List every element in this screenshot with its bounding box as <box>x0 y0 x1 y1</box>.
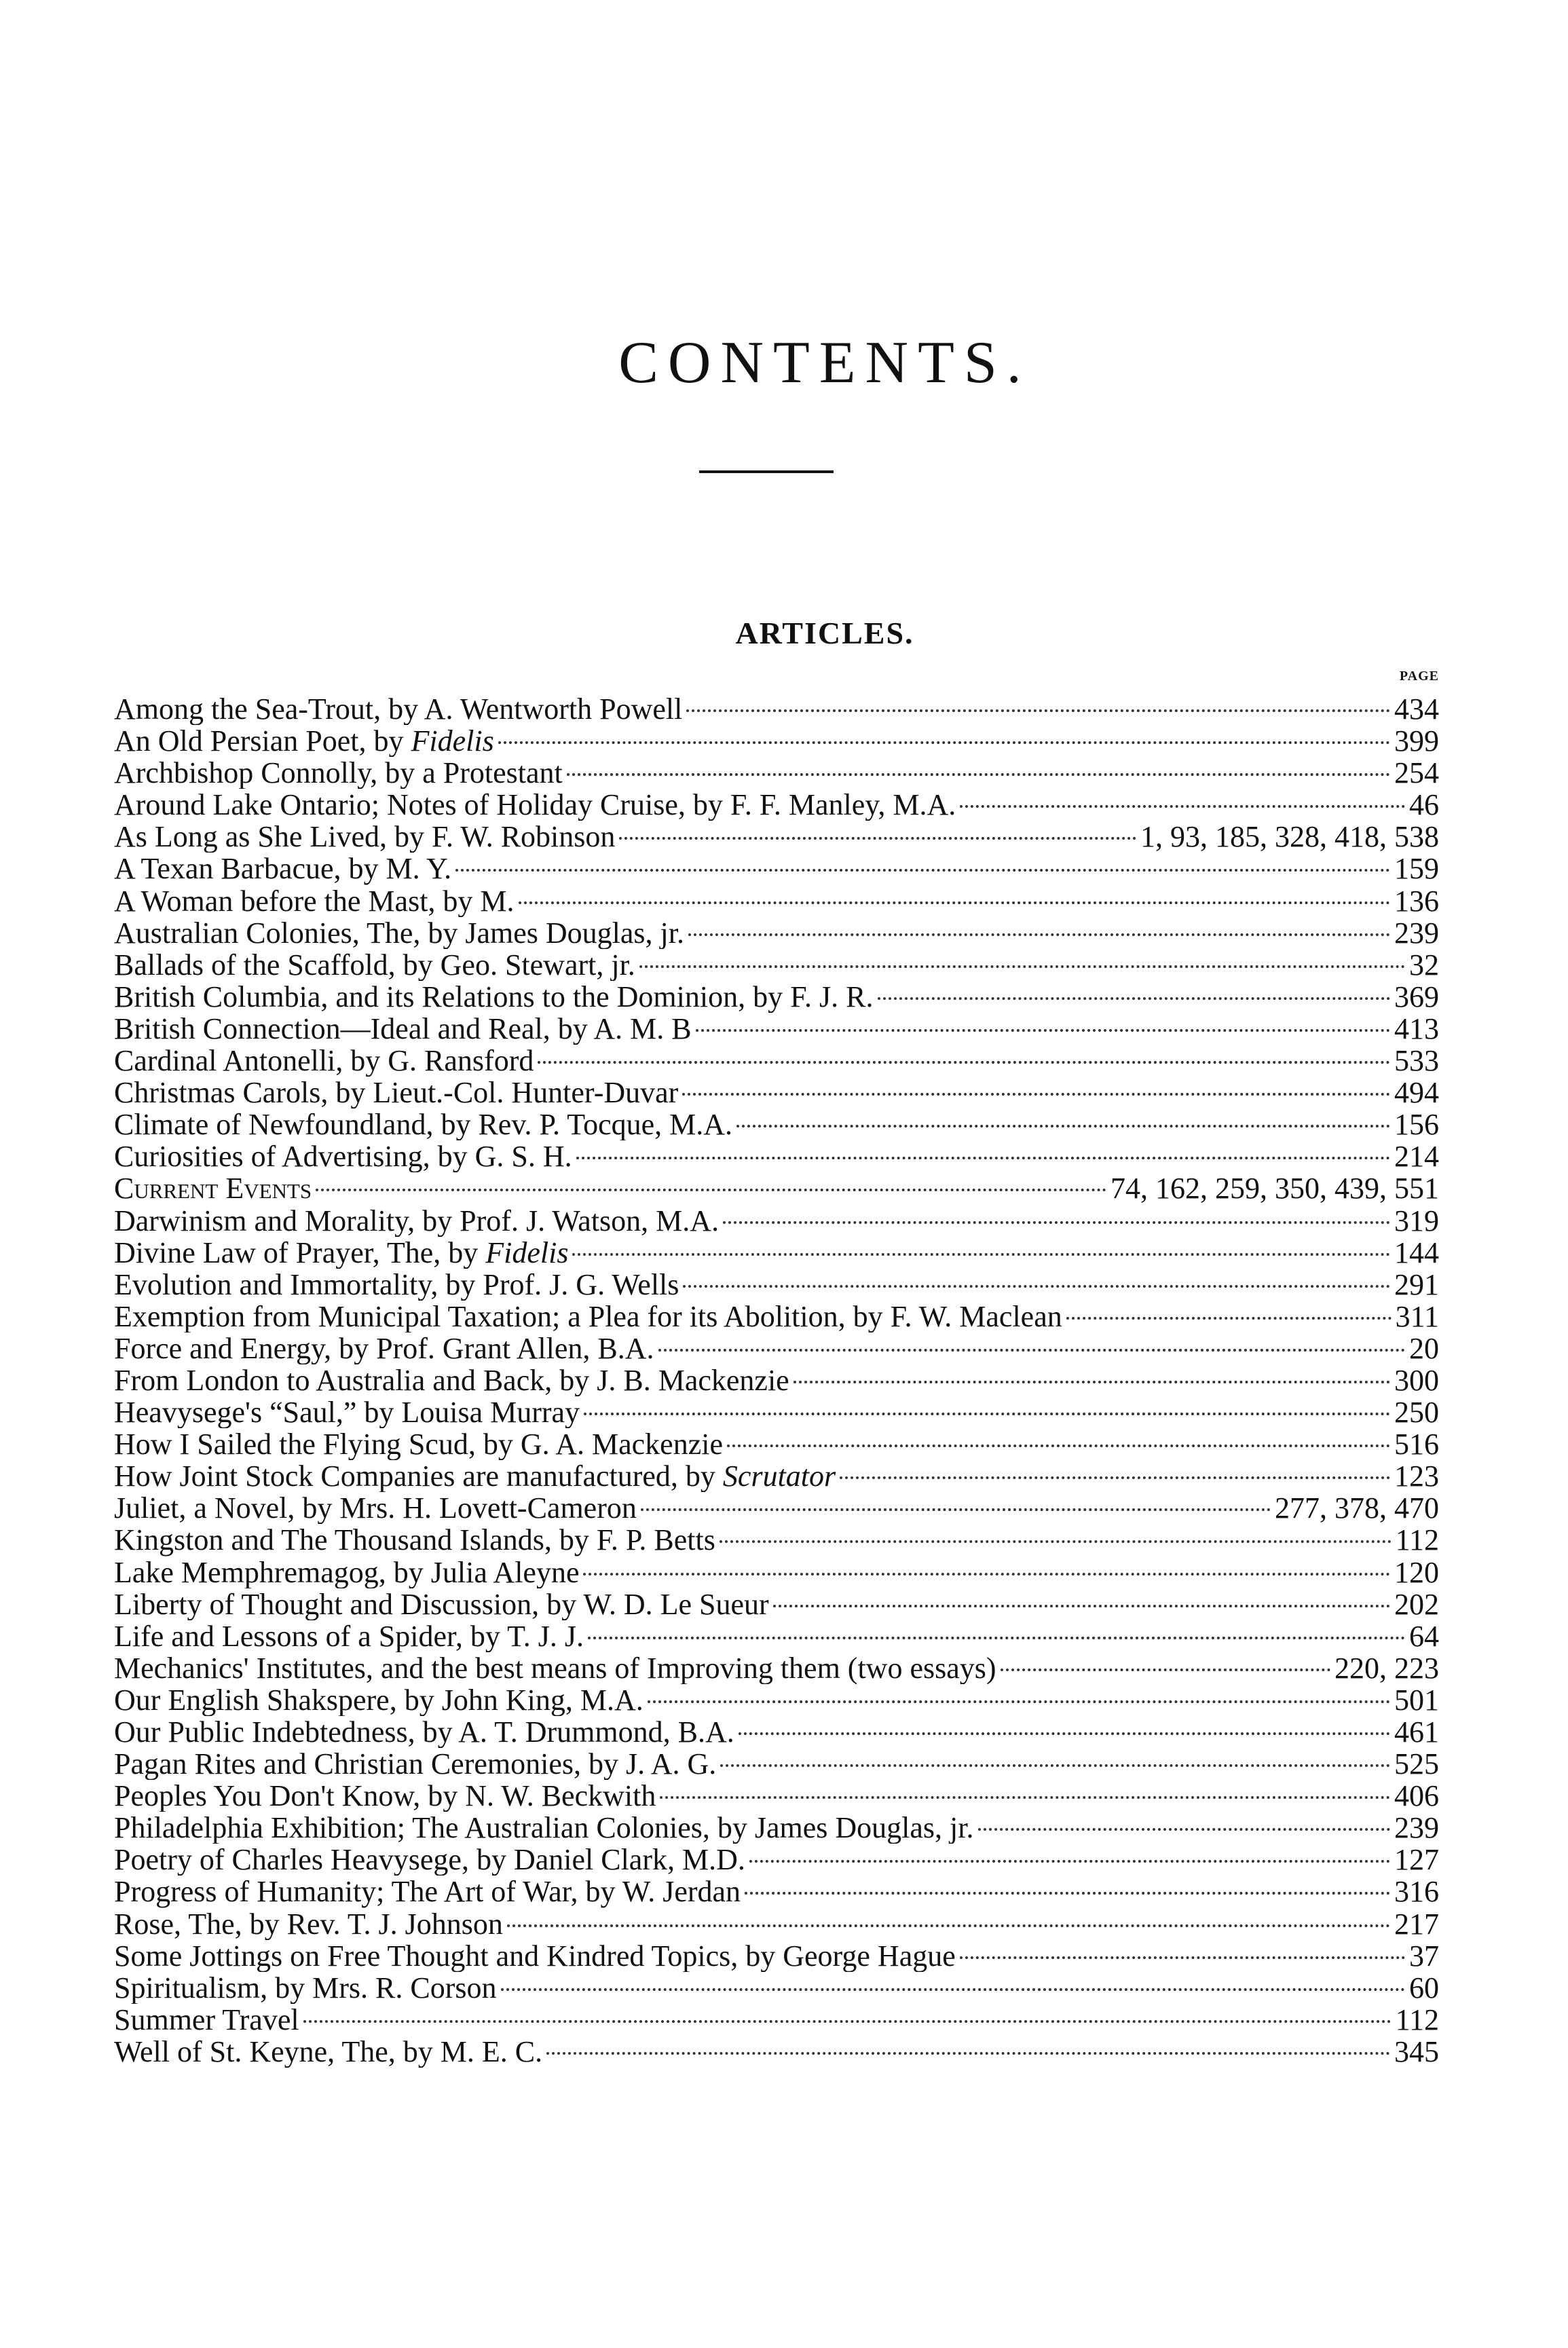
dot-leader <box>455 853 1390 872</box>
dot-leader <box>749 1844 1390 1863</box>
toc-entry <box>114 1045 1439 1077</box>
entry-title <box>114 1460 836 1492</box>
entry-title <box>114 2036 542 2068</box>
entry-title-text: Philadelphia Exhibition; The Australian Colonies, by James Douglas, jr. <box>114 1812 974 1844</box>
entry-title-text: Climate of Newfoundland, by Rev. P. Tocque, M.A. <box>114 1108 733 1141</box>
entry-pages: 112 <box>1395 1524 1439 1557</box>
dot-leader <box>303 2004 1392 2023</box>
toc-entry <box>114 1333 1439 1364</box>
toc-entry <box>114 693 1439 725</box>
entry-pages: 123 <box>1394 1460 1439 1493</box>
entry-pages: 112 <box>1395 2003 1439 2036</box>
entry-author-italic: Scrutator <box>722 1460 836 1493</box>
entry-title-text: From London to Australia and Back, by J. B. Mackenzie <box>114 1364 789 1397</box>
entry-pages: 413 <box>1394 1012 1439 1045</box>
entry-title-text: British Connection—Ideal and Real, by A. M. B <box>114 1012 692 1045</box>
entry-title-text: Progress of Humanity; The Art of War, by W. Jerdan <box>114 1876 741 1908</box>
toc-entry <box>114 1364 1439 1396</box>
entry-title <box>114 1876 741 1907</box>
entry-title-text: Our Public Indebtedness, by A. T. Drummond, B.A. <box>114 1716 734 1749</box>
entry-title <box>114 1205 719 1237</box>
page-column-label: PAGE <box>1399 669 1439 684</box>
dot-leader <box>572 1237 1390 1256</box>
entry-pages: 345 <box>1394 2035 1439 2068</box>
dot-leader <box>696 1013 1390 1032</box>
dot-leader <box>745 1876 1390 1895</box>
entry-title <box>114 1364 789 1396</box>
toc-entry <box>114 1428 1439 1460</box>
toc-entry <box>114 725 1439 757</box>
entry-title-text: Pagan Rites and Christian Ceremonies, by J. A. G. <box>114 1748 717 1781</box>
contents-list <box>114 693 1439 2068</box>
dot-leader <box>546 2036 1390 2055</box>
entry-title <box>114 2004 299 2036</box>
entry-pages: 369 <box>1394 980 1439 1013</box>
entry-title <box>114 1428 723 1460</box>
entry-title-text: Kingston and The Thousand Islands, by F. P. Betts <box>114 1524 715 1557</box>
entry-title <box>114 1940 956 1972</box>
entry-title <box>114 917 684 949</box>
entry-title-text: How I Sailed the Flying Scud, by G. A. Mackenzie <box>114 1428 723 1461</box>
entry-pages: 37 <box>1409 1939 1439 1972</box>
dot-leader <box>736 1108 1390 1128</box>
toc-entry <box>114 1140 1439 1172</box>
toc-entry <box>114 1652 1439 1684</box>
entry-title-text: Well of St. Keyne, The, by M. E. C. <box>114 2035 543 2068</box>
entry-author-italic: Fidelis <box>485 1236 569 1269</box>
entry-title-text: Mechanics' Institutes, and the best means of Improving them (two essays) <box>114 1652 996 1684</box>
entry-pages: 533 <box>1394 1045 1439 1077</box>
dot-leader <box>840 1460 1390 1479</box>
entry-pages: 20 <box>1409 1332 1439 1364</box>
entry-title-text: Darwinism and Morality, by Prof. J. Watson, M.A. <box>114 1204 720 1237</box>
entry-title <box>114 1748 716 1780</box>
toc-entry <box>114 1780 1439 1812</box>
entry-title-text: Current Events <box>114 1172 312 1205</box>
entry-pages: 64 <box>1409 1620 1439 1652</box>
toc-entry <box>114 1301 1439 1333</box>
entry-pages: 217 <box>1394 1907 1439 1940</box>
entry-title <box>114 1237 568 1269</box>
dot-leader <box>773 1588 1390 1607</box>
dot-leader <box>720 1748 1390 1767</box>
entry-title-text: An Old Persian Poet, by <box>114 725 411 758</box>
toc-entry <box>114 885 1439 917</box>
toc-entry <box>114 1684 1439 1716</box>
section-heading: ARTICLES. <box>735 616 914 651</box>
entry-title <box>114 1524 715 1556</box>
entry-title-text: British Columbia, and its Relations to the Dominion, by F. J. R. <box>114 980 874 1013</box>
entry-title-text: Rose, The, by Rev. T. J. Johnson <box>114 1907 503 1940</box>
dot-leader <box>507 1908 1390 1927</box>
entry-title-text: Spiritualism, by Mrs. R. Corson <box>114 1971 497 2004</box>
entry-title <box>114 1620 584 1652</box>
toc-entry <box>114 1812 1439 1844</box>
entry-title <box>114 1780 656 1812</box>
dot-leader <box>519 885 1390 904</box>
entry-title <box>114 1652 996 1684</box>
title-rule <box>699 470 834 473</box>
entry-pages: 525 <box>1394 1748 1439 1781</box>
dot-leader <box>658 1333 1405 1352</box>
entry-title <box>114 1684 643 1716</box>
toc-entry <box>114 2036 1439 2068</box>
dot-leader <box>641 1492 1271 1511</box>
entry-title <box>114 1045 534 1077</box>
entry-pages: 461 <box>1394 1716 1439 1749</box>
entry-title <box>114 885 515 917</box>
dot-leader <box>1066 1301 1392 1320</box>
toc-entry <box>114 1460 1439 1492</box>
dot-leader <box>648 1684 1390 1703</box>
toc-entry <box>114 1940 1439 1972</box>
entry-pages: 1, 93, 185, 328, 418, 538 <box>1140 821 1439 853</box>
dot-leader <box>1001 1652 1330 1671</box>
dot-leader <box>727 1428 1390 1447</box>
toc-entry <box>114 1844 1439 1876</box>
entry-title-text: Around Lake Ontario; Notes of Holiday Cruise, by F. F. Manley, M.A. <box>114 789 956 821</box>
entry-title-text: Life and Lessons of a Spider, by T. J. J. <box>114 1620 584 1652</box>
toc-entry <box>114 1492 1439 1524</box>
entry-pages: 250 <box>1394 1396 1439 1429</box>
entry-title-text: Some Jottings on Free Thought and Kindred Topics, by George Hague <box>114 1939 956 1972</box>
entry-title <box>114 789 956 821</box>
entry-title <box>114 1269 679 1301</box>
entry-pages: 516 <box>1394 1428 1439 1461</box>
entry-pages: 277, 378, 470 <box>1275 1492 1439 1525</box>
entry-title-text: A Texan Barbacue, by M. Y. <box>114 853 452 885</box>
entry-title <box>114 1972 497 2004</box>
dot-leader <box>567 757 1390 776</box>
entry-title <box>114 1108 732 1140</box>
entry-pages: 156 <box>1394 1108 1439 1141</box>
dot-leader <box>682 1077 1390 1096</box>
entry-title <box>114 821 615 853</box>
dot-leader <box>720 1524 1392 1543</box>
dot-leader <box>584 1396 1390 1415</box>
entry-title-text: Christmas Carols, by Lieut.-Col. Hunter-Duvar <box>114 1077 679 1109</box>
entry-pages: 74, 162, 259, 350, 439, 551 <box>1110 1172 1439 1205</box>
toc-entry <box>114 1396 1439 1428</box>
entry-pages: 399 <box>1394 725 1439 758</box>
entry-pages: 239 <box>1394 1812 1439 1844</box>
toc-entry <box>114 949 1439 981</box>
toc-entry <box>114 1077 1439 1108</box>
entry-title-text: Divine Law of Prayer, The, by <box>114 1236 486 1269</box>
dot-leader <box>619 821 1136 840</box>
entry-title-text: Australian Colonies, The, by James Douglas, jr. <box>114 916 684 949</box>
entry-title-text: Juliet, a Novel, by Mrs. H. Lovett-Cameron <box>114 1492 637 1525</box>
dot-leader <box>498 725 1390 744</box>
entry-title <box>114 1172 312 1204</box>
entry-pages: 316 <box>1394 1876 1439 1908</box>
entry-title <box>114 1333 654 1364</box>
entry-title-text: How Joint Stock Companies are manufactured, by <box>114 1460 723 1493</box>
toc-entry <box>114 981 1439 1013</box>
entry-pages: 434 <box>1394 693 1439 726</box>
entry-title <box>114 981 874 1013</box>
dot-leader <box>960 1940 1405 1959</box>
entry-title <box>114 1812 974 1844</box>
entry-title-text: Peoples You Don't Know, by N. W. Beckwith <box>114 1780 656 1812</box>
dot-leader <box>686 693 1390 712</box>
toc-entry <box>114 1237 1439 1269</box>
dot-leader <box>978 1812 1390 1831</box>
entry-title <box>114 1557 579 1588</box>
entry-title <box>114 1588 769 1620</box>
toc-entry <box>114 821 1439 853</box>
entry-pages: 60 <box>1409 1971 1439 2004</box>
entry-title <box>114 725 494 757</box>
dot-leader <box>878 981 1391 1000</box>
entry-title <box>114 1077 678 1108</box>
entry-title-text: Force and Energy, by Prof. Grant Allen, B.A. <box>114 1332 654 1364</box>
entry-title <box>114 1140 572 1172</box>
entry-pages: 202 <box>1394 1588 1439 1620</box>
entry-pages: 214 <box>1394 1140 1439 1173</box>
dot-leader <box>583 1557 1390 1576</box>
entry-pages: 254 <box>1394 757 1439 789</box>
entry-title <box>114 853 451 884</box>
dot-leader <box>794 1364 1390 1383</box>
entry-pages: 311 <box>1395 1300 1439 1333</box>
entry-title <box>114 1716 734 1748</box>
entry-pages: 501 <box>1394 1683 1439 1716</box>
entry-pages: 46 <box>1409 789 1439 821</box>
dot-leader <box>576 1140 1390 1159</box>
dot-leader <box>538 1045 1390 1064</box>
toc-entry <box>114 1908 1439 1940</box>
entry-pages: 159 <box>1394 853 1439 885</box>
entry-title <box>114 949 635 981</box>
toc-entry <box>114 1108 1439 1140</box>
entry-title-text: A Woman before the Mast, by M. <box>114 884 515 917</box>
entry-title <box>114 1301 1062 1333</box>
entry-pages: 291 <box>1394 1268 1439 1301</box>
entry-title-text: Exemption from Municipal Taxation; a Plea for its Abolition, by F. W. Maclean <box>114 1300 1062 1333</box>
entry-pages: 144 <box>1394 1236 1439 1269</box>
toc-entry <box>114 1620 1439 1652</box>
toc-entry <box>114 1269 1439 1301</box>
entry-title-text: Our English Shakspere, by John King, M.A. <box>114 1683 643 1716</box>
entry-title-text: Heavysege's “Saul,” by Louisa Murray <box>114 1396 580 1429</box>
entry-pages: 127 <box>1394 1844 1439 1876</box>
entry-title <box>114 1396 580 1428</box>
entry-pages: 406 <box>1394 1780 1439 1812</box>
entry-title-text: Ballads of the Scaffold, by Geo. Stewart, jr. <box>114 948 635 981</box>
toc-entry <box>114 1205 1439 1237</box>
toc-entry <box>114 917 1439 949</box>
entry-title-text: Lake Memphremagog, by Julia Aleyne <box>114 1556 580 1588</box>
toc-entry <box>114 2004 1439 2036</box>
entry-title <box>114 693 682 725</box>
entry-title <box>114 1013 692 1045</box>
entry-title <box>114 757 563 789</box>
dot-leader <box>501 1972 1406 1991</box>
entry-title <box>114 1844 745 1876</box>
dot-leader <box>688 917 1390 936</box>
toc-entry <box>114 1748 1439 1780</box>
toc-entry <box>114 1588 1439 1620</box>
entry-pages: 220, 223 <box>1334 1652 1439 1684</box>
page-title: CONTENTS. <box>618 329 1031 396</box>
entry-title-text: Evolution and Immortality, by Prof. J. G. Wells <box>114 1268 679 1301</box>
entry-title-text: Curiosities of Advertising, by G. S. H. <box>114 1140 572 1173</box>
entry-author-italic: Fidelis <box>411 725 494 758</box>
entry-title-text: Summer Travel <box>114 2003 299 2036</box>
toc-entry <box>114 757 1439 789</box>
entry-title-text: As Long as She Lived, by F. W. Robinson <box>114 821 616 853</box>
toc-entry <box>114 1172 1439 1204</box>
dot-leader <box>960 789 1405 808</box>
entry-pages: 32 <box>1409 948 1439 981</box>
dot-leader <box>683 1269 1390 1288</box>
toc-entry <box>114 1716 1439 1748</box>
entry-title <box>114 1492 637 1524</box>
dot-leader <box>588 1620 1405 1639</box>
entry-title-text: Poetry of Charles Heavysege, by Daniel Clark, M.D. <box>114 1844 745 1876</box>
dot-leader <box>639 949 1405 968</box>
dot-leader <box>723 1205 1390 1224</box>
entry-pages: 120 <box>1394 1556 1439 1588</box>
entry-title-text: Among the Sea-Trout, by A. Wentworth Powell <box>114 693 683 726</box>
entry-title-text: Archbishop Connolly, by a Protestant <box>114 757 563 789</box>
dot-leader <box>739 1716 1390 1735</box>
entry-pages: 239 <box>1394 916 1439 949</box>
toc-entry <box>114 1524 1439 1556</box>
toc-entry <box>114 853 1439 884</box>
entry-title-text: Cardinal Antonelli, by G. Ransford <box>114 1045 534 1077</box>
toc-entry <box>114 1557 1439 1588</box>
entry-pages: 136 <box>1394 884 1439 917</box>
dot-leader <box>316 1172 1106 1191</box>
dot-leader <box>660 1780 1390 1799</box>
entry-pages: 494 <box>1394 1077 1439 1109</box>
entry-title <box>114 1908 503 1940</box>
toc-entry <box>114 789 1439 821</box>
entry-pages: 319 <box>1394 1204 1439 1237</box>
toc-entry <box>114 1013 1439 1045</box>
toc-entry <box>114 1876 1439 1907</box>
entry-pages: 300 <box>1394 1364 1439 1397</box>
entry-title-text: Liberty of Thought and Discussion, by W. D. Le Sueur <box>114 1588 769 1620</box>
toc-entry <box>114 1972 1439 2004</box>
